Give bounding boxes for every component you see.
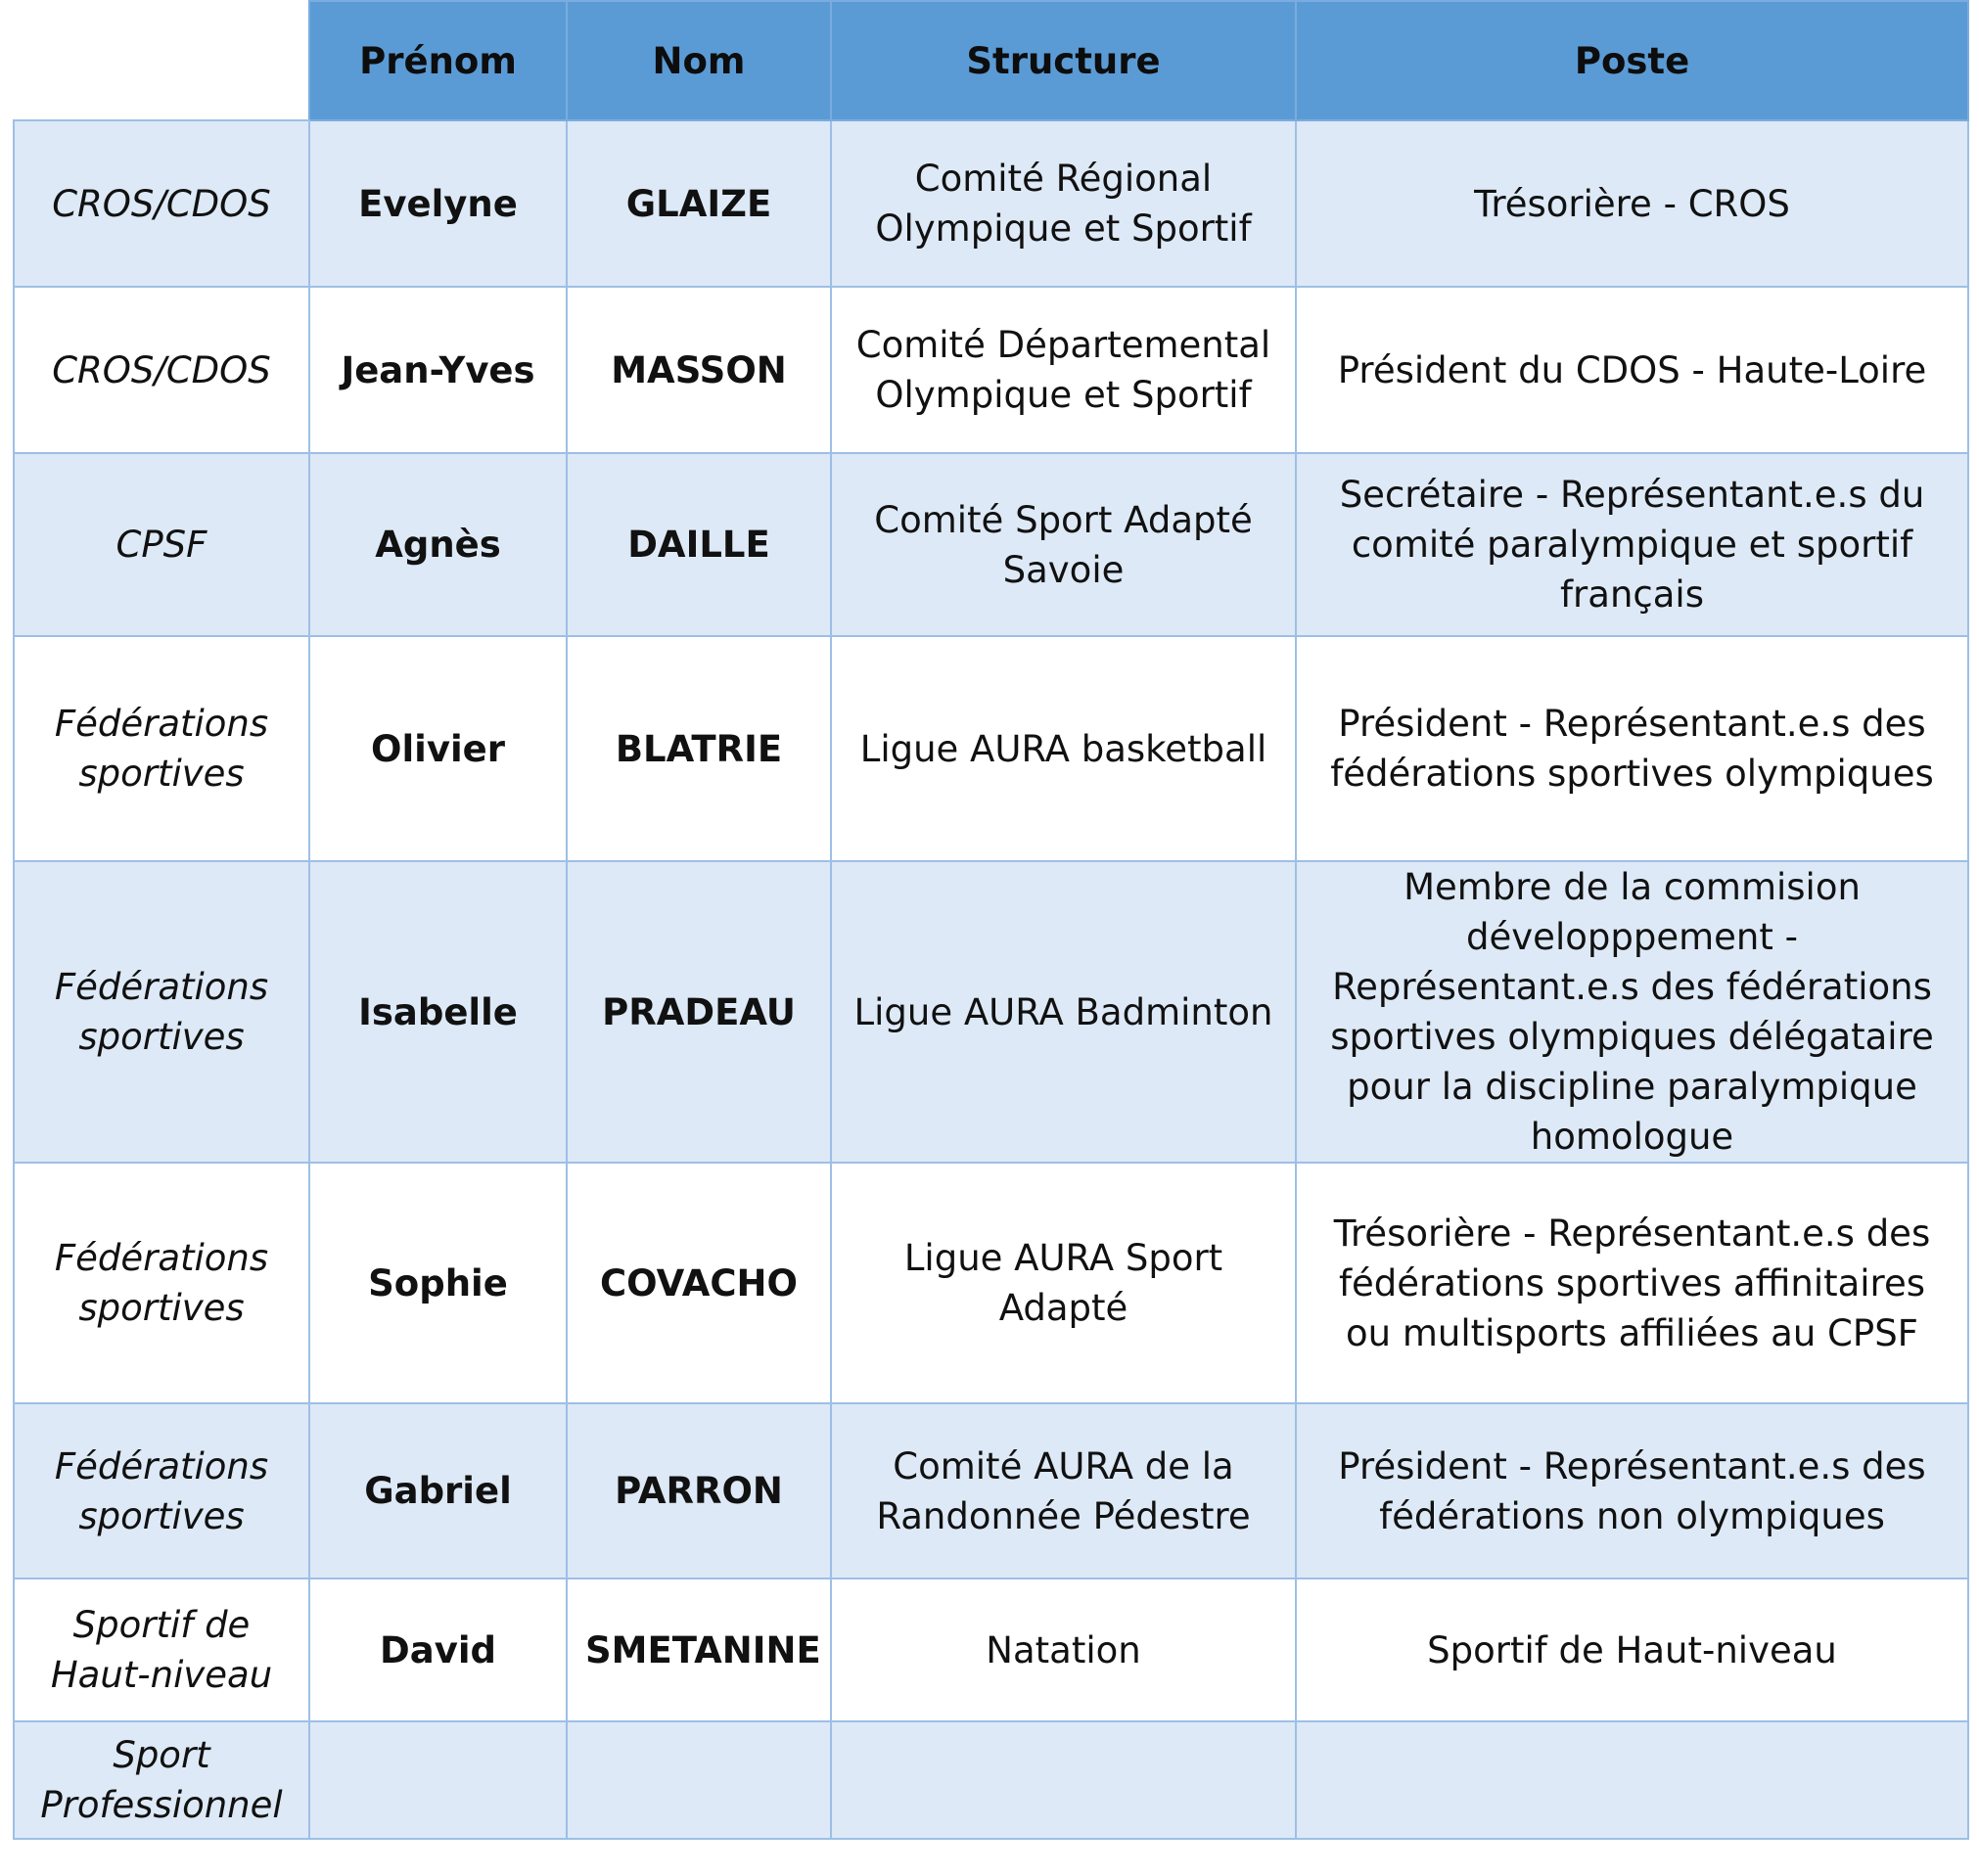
nom-cell: PARRON bbox=[567, 1403, 831, 1579]
nom-cell: MASSON bbox=[567, 287, 831, 453]
table-row bbox=[14, 1579, 1968, 1721]
nom-cell: BLATRIE bbox=[567, 636, 831, 861]
category-cell: Fédérations sportives bbox=[14, 1163, 309, 1403]
nom-cell: SMETANINE bbox=[567, 1579, 831, 1721]
structure-cell: Comité Régional Olympique et Sportif bbox=[831, 120, 1296, 287]
category-cell: Sport Professionnel bbox=[14, 1721, 309, 1839]
prenom-cell: Isabelle bbox=[309, 861, 567, 1163]
prenom-cell: Agnès bbox=[309, 453, 567, 636]
table-header bbox=[14, 1, 1968, 120]
prenom-cell: Evelyne bbox=[309, 120, 567, 287]
table-row bbox=[14, 453, 1968, 636]
poste-cell: Sportif de Haut-niveau bbox=[1296, 1579, 1968, 1721]
poste-cell: Président - Représentant.e.s des fédérations sportives olympiques bbox=[1296, 636, 1968, 861]
table-row bbox=[14, 1403, 1968, 1579]
prenom-cell: David bbox=[309, 1579, 567, 1721]
header-row bbox=[14, 1, 1968, 120]
poste-cell: Président du CDOS - Haute-Loire bbox=[1296, 287, 1968, 453]
structure-cell: Comité Départemental Olympique et Sportif bbox=[831, 287, 1296, 453]
poste-cell: Président - Représentant.e.s des fédérations non olympiques bbox=[1296, 1403, 1968, 1579]
header-nom: Nom bbox=[567, 1, 831, 120]
prenom-cell: Gabriel bbox=[309, 1403, 567, 1579]
structure-cell: Ligue AURA Sport Adapté bbox=[831, 1163, 1296, 1403]
prenom-cell bbox=[309, 1721, 567, 1839]
prenom-cell: Jean-Yves bbox=[309, 287, 567, 453]
nom-cell: GLAIZE bbox=[567, 120, 831, 287]
header-corner bbox=[14, 1, 309, 120]
structure-cell: Natation bbox=[831, 1579, 1296, 1721]
table-row bbox=[14, 636, 1968, 861]
table-row bbox=[14, 861, 1968, 1163]
category-cell: CROS/CDOS bbox=[14, 287, 309, 453]
table-row bbox=[14, 1721, 1968, 1839]
header-poste: Poste bbox=[1296, 1, 1968, 120]
prenom-cell: Sophie bbox=[309, 1163, 567, 1403]
structure-cell: Ligue AURA basketball bbox=[831, 636, 1296, 861]
poste-cell: Trésorière - Représentant.e.s des fédérations sportives affinitaires ou multisports affiliées au CPSF bbox=[1296, 1163, 1968, 1403]
table-row bbox=[14, 287, 1968, 453]
structure-cell bbox=[831, 1721, 1296, 1839]
nom-cell bbox=[567, 1721, 831, 1839]
header-prenom: Prénom bbox=[309, 1, 567, 120]
nom-cell: COVACHO bbox=[567, 1163, 831, 1403]
category-cell: Fédérations sportives bbox=[14, 636, 309, 861]
poste-cell: Secrétaire - Représentant.e.s du comité paralympique et sportif français bbox=[1296, 453, 1968, 636]
nom-cell: PRADEAU bbox=[567, 861, 831, 1163]
poste-cell: Trésorière - CROS bbox=[1296, 120, 1968, 287]
nom-cell: DAILLE bbox=[567, 453, 831, 636]
table-body bbox=[14, 120, 1968, 1839]
category-cell: CROS/CDOS bbox=[14, 120, 309, 287]
members-table bbox=[13, 0, 1969, 1840]
table-row bbox=[14, 1163, 1968, 1403]
category-cell: CPSF bbox=[14, 453, 309, 636]
structure-cell: Comité Sport Adapté Savoie bbox=[831, 453, 1296, 636]
poste-cell bbox=[1296, 1721, 1968, 1839]
structure-cell: Ligue AURA Badminton bbox=[831, 861, 1296, 1163]
category-cell: Fédérations sportives bbox=[14, 1403, 309, 1579]
prenom-cell: Olivier bbox=[309, 636, 567, 861]
header-structure: Structure bbox=[831, 1, 1296, 120]
poste-cell: Membre de la commision développpement - Représentant.e.s des fédérations sportives olympiques délégataire pour la discipline paralympique homologue bbox=[1296, 861, 1968, 1163]
category-cell: Fédérations sportives bbox=[14, 861, 309, 1163]
category-cell: Sportif de Haut-niveau bbox=[14, 1579, 309, 1721]
structure-cell: Comité AURA de la Randonnée Pédestre bbox=[831, 1403, 1296, 1579]
table-row bbox=[14, 120, 1968, 287]
